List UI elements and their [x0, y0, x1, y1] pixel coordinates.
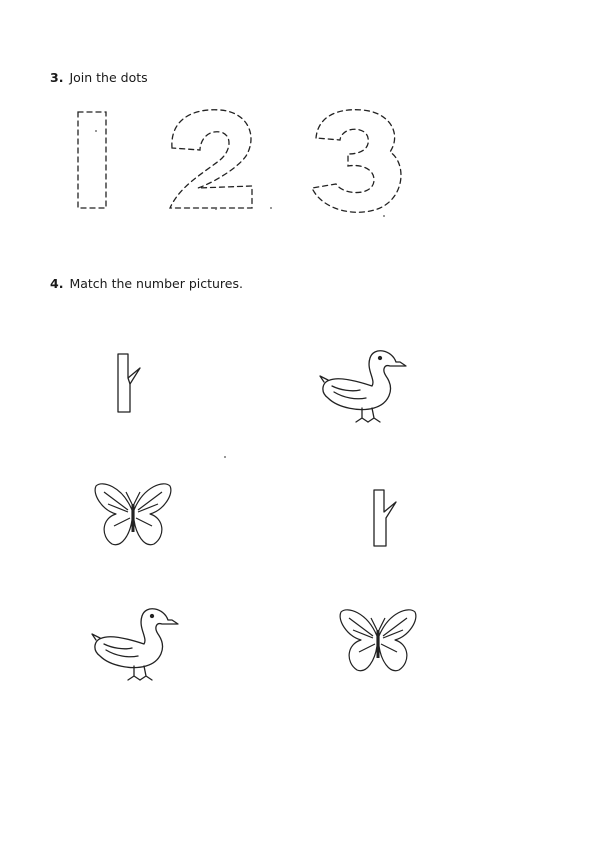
question-4-text: Match the number pictures. [69, 276, 243, 291]
question-3-number: 3. [50, 70, 64, 85]
speck-dot [383, 215, 385, 217]
dotted-digits [60, 100, 420, 225]
duck-icon[interactable] [316, 342, 412, 428]
question-4-number: 4. [50, 276, 64, 291]
question-3-text: Join the dots [69, 70, 148, 85]
butterfly-icon[interactable] [92, 480, 174, 550]
duck-icon[interactable] [88, 600, 184, 686]
dotted-digit-one[interactable] [78, 112, 106, 208]
stick-icon[interactable] [368, 486, 408, 550]
dotted-digit-three[interactable] [312, 110, 401, 213]
speck-dot [224, 456, 226, 458]
speck-dot [215, 208, 217, 210]
question-3-prompt [50, 70, 148, 86]
speck-dot [270, 207, 272, 209]
question-4-prompt [50, 276, 243, 292]
dotted-digit-two[interactable] [170, 110, 252, 208]
butterfly-icon[interactable] [336, 606, 420, 676]
speck-dot [95, 130, 97, 132]
stick-icon[interactable] [108, 350, 148, 418]
